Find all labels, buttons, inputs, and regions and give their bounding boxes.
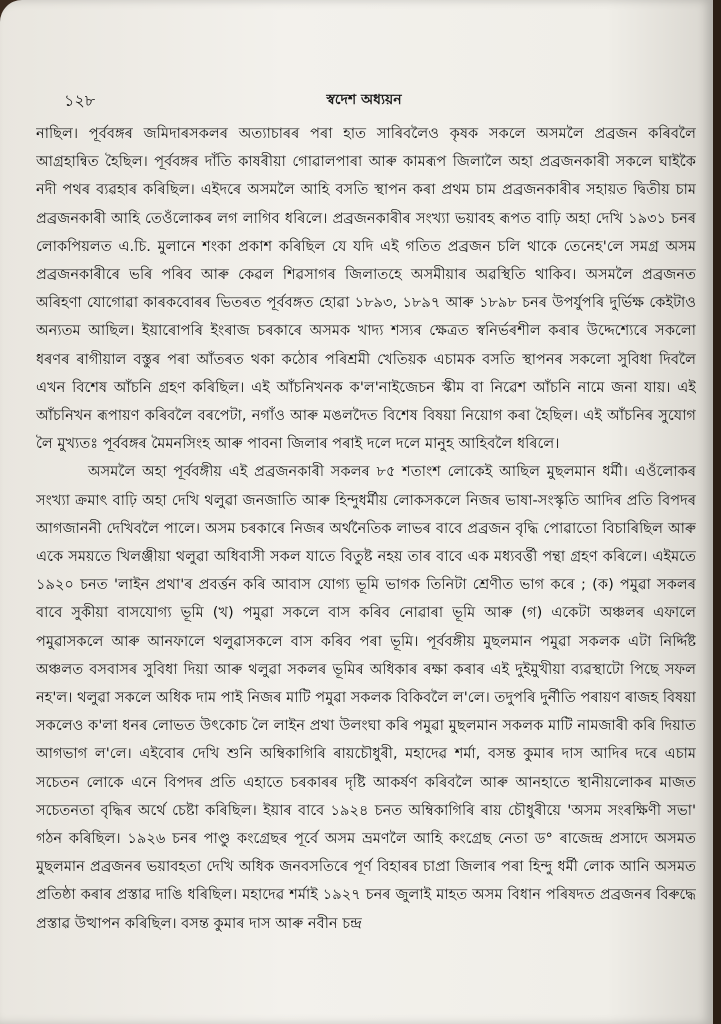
header-title: স্বদেশ অধ্যয়ন [326, 92, 402, 108]
paragraph-2: অসমলৈ অহা পূৰ্ববঙ্গীয় এই প্ৰব্ৰজনকাৰী সকলৰ ৮৫ শতাংশ লোকেই আছিল মুছলমান ধৰ্মী। এওঁলোকৰ সংখ্যা ক্ৰমাৎ বাঢ়ি অহা দেখি থলুৱা জনজাতি আৰু হিন্দুধৰ্মীয় লোকসকলে নিজৰ ভাষা-সংস্কৃতি আদিৰ প্ৰতি বিপদৰ আগজাননী দেখিবলৈ পালে। অসম চৰকাৰে নিজৰ অৰ্থনৈতিক লাভৰ বাবে প্ৰব্ৰজন বৃদ্ধি পোৱাতো বিচাৰিছিল আৰু একে সময়তে খিলঞ্জীয়া থলুৱা অধিবাসী সকল যাতে বিতুষ্ট নহয় তাৰ বাবে এক মধ্যবৰ্ত্তী পন্থা গ্ৰহণ কৰিলে। এইমতে ১৯২০ চনত 'লাইন প্ৰথা'ৰ প্ৰবৰ্ত্তন কৰি আবাস যোগ্য ভূমি ভাগক তিনিটা শ্ৰেণীত ভাগ কৰে ; (ক) পমুৱা সকলৰ বাবে সুকীয়া বাসযোগ্য ভূমি (খ) পমুৱা সকলে বাস কৰিব নোৱাৰা ভূমি আৰু (গ) একেটা অঞ্চলৰ এফালে পমুৱাসকলে আৰু আনফালে থলুৱাসকলে বাস কৰিব পৰা ভূমি। পূৰ্ববঙ্গীয় মুছলমান পমুৱা সকলক এটা নিৰ্দ্দিষ্ট অঞ্চলত বসবাসৰ সুবিধা দিয়া আৰু থলুৱা সকলৰ ভূমিৰ অধিকাৰ ৰক্ষা কৰাৰ এই দুইমুখীয়া ব্যৱস্থাটো পিছে সফল নহ'ল। থলুৱা সকলে অধিক দাম পাই নিজৰ মাটি পমুৱা সকলক বিকিবলৈ ল'লে। তদুপৰি দুৰ্নীতি পৰায়ণ ৰাজহ বিষয়া সকলেও ক'লা ধনৰ লোভত উৎকোচ লৈ লাইন প্ৰথা উলংঘা কৰি পমুৱা মুছলমান সকলক মাটি নামজাৰী কৰি দিয়াত আগভাগ ল'লে। এইবোৰ দেখি শুনি অম্বিকাগিৰি ৰায়চৌধুৰী, মহাদেৱ শৰ্মা, বসন্ত কুমাৰ দাস আদিৰ দৰে এচাম সচেতন লোকে এনে বিপদৰ প্ৰতি এহাতে চৰকাৰৰ দৃষ্টি আকৰ্ষণ কৰিবলৈ আৰু আনহাতে স্থানীয়লোকৰ মাজত সচেতনতা বৃদ্ধিৰ অৰ্থে চেষ্টা কৰিছিল। ইয়াৰ বাবে ১৯২৪ চনত অম্বিকাগিৰি ৰায় চৌধুৰীয়ে 'অসম সংৰক্ষিণী সভা' গঠন কৰিছিল। ১৯২৬ চনৰ পাণ্ডু কংগ্ৰেছৰ পূৰ্বে অসম ভ্ৰমণলৈ আহি কংগ্ৰেছ নেতা ড° ৰাজেন্দ্ৰ প্ৰসাদে অসমত মুছলমান প্ৰব্ৰজনৰ ভয়াবহতা দেখি অধিক জনবসতিৰে পূৰ্ণ বিহাৰৰ চাপ্ৰা জিলাৰ পৰা হিন্দু ধৰ্মী লোক আনি অসমত প্ৰতিষ্ঠা কৰাৰ প্ৰস্তাৱ দাঙি ধৰিছিল। মহাদেৱ শৰ্মাই ১৯২৭ চনৰ জুলাই মাহত অসম বিধান পৰিষদত প্ৰব্ৰজনৰ বিৰুদ্ধে প্ৰস্তাৱ উত্থাপন কৰিছিল। বসন্ত কুমাৰ দাস আৰু নবীন চন্দ্ৰ [36, 463, 696, 932]
body-text [36, 120, 696, 1010]
running-head [64, 88, 664, 114]
page-number: ১২৮ [64, 91, 96, 110]
paragraph-1: নাছিল। পূৰ্ববঙ্গৰ জমিদাৰসকলৰ অত্যাচাৰৰ পৰা হাত সাৰিবলৈও কৃষক সকলে অসমলৈ প্ৰব্ৰজন কৰিবলৈ আগ্ৰহান্বিত হৈছিল। পূৰ্ববঙ্গৰ দাঁতি কাষৰীয়া গোৱালপাৰা আৰু কামৰূপ জিলালৈ অহা প্ৰব্ৰজনকাৰী সকলে ঘাইকৈ নদী পথৰ ব্যৱহাৰ কৰিছিল। এইদৰে অসমলৈ আহি বসতি স্থাপন কৰা প্ৰথম চাম প্ৰব্ৰজনকাৰীৰ সহায়ত দ্বিতীয় চাম প্ৰব্ৰজনকাৰী আহি তেওঁলোকৰ লগ লাগিব ধৰিলে। প্ৰব্ৰজনকাৰীৰ সংখ্যা ভয়াবহ ৰূপত বাঢ়ি অহা দেখি ১৯৩১ চনৰ লোকপিয়লত এ.চি. মুলানে শংকা প্ৰকাশ কৰিছিল যে যদি এই গতিত প্ৰব্ৰজন চলি থাকে তেনেহ'লে সমগ্ৰ অসম প্ৰব্ৰজনকাৰীৰে ভৰি পৰিব আৰু কেৱল শিৱসাগৰ জিলাতহে অসমীয়াৰ অৱস্থিতি থাকিব। অসমলৈ প্ৰব্ৰজনত অৰিহণা যোগোৱা কাৰকবোৰৰ ভিতৰত পূৰ্ববঙ্গত হোৱা ১৮৯৩, ১৮৯৭ আৰু ১৮৯৮ চনৰ উপৰ্যুপৰি দুৰ্ভিক্ষ কেইটাও অন্যতম আছিল। ইয়াৰোপৰি ইংৰাজ চৰকাৰে অসমক খাদ্য শস্যৰ ক্ষেত্ৰত স্বনিৰ্ভৰশীল কৰাৰ উদ্দেশ্যেৰে সকলো ধৰণৰ ৰাগীয়াল বস্তুৰ পৰা আঁতৰত থকা কঠোৰ পৰিশ্ৰমী খেতিয়ক এচামক বসতি স্থাপনৰ সকলো সুবিধা দিবলৈ এখন বিশেষ আঁচনি গ্ৰহণ কৰিছিল। এই আঁচনিখনক ক'ল'নাইজেচন স্কীম বা নিৱেশ আঁচনি নামে জনা যায়। এই আঁচনিখন ৰূপায়ণ কৰিবলৈ বৰপেটা, নগাঁও আৰু মঙলদৈত বিশেষ বিষয়া নিয়োগ কৰা হৈছিল। এই আঁচনিৰ সুযোগ লৈ মুখ্যতঃ পূৰ্ববঙ্গৰ মৈমনসিংহ আৰু পাবনা জিলাৰ পৰাই দলে দলে মানুহ আহিবলৈ ধৰিলে। [36, 125, 696, 453]
page-edge [713, 0, 721, 1024]
